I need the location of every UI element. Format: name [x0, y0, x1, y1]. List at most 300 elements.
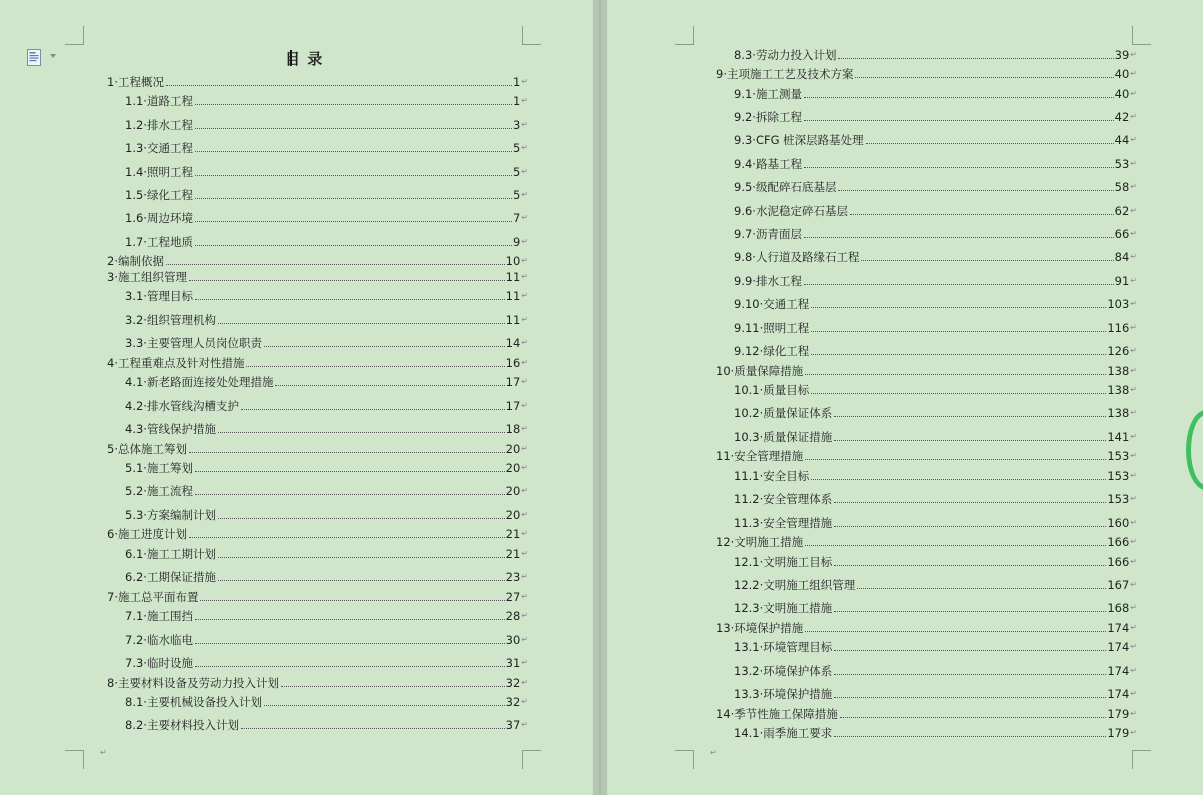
dot-leader — [189, 279, 505, 281]
toc-entry-label: 5.3·方案编制计划 — [125, 508, 216, 522]
toc-entry-page: 40 — [1114, 87, 1130, 101]
toc-entry[interactable] — [734, 469, 1137, 483]
toc-entry-page: 141 — [1107, 430, 1130, 444]
toc-entry-label: 6·施工进度计划 — [107, 527, 187, 541]
toc-entry-label: 8·主要材料设备及劳动力投入计划 — [107, 676, 279, 690]
paragraph-mark: ↵ — [1130, 89, 1137, 98]
toc-entry-page: 166 — [1107, 535, 1130, 549]
crop-mark — [65, 26, 84, 45]
paragraph-mark: ↵ — [521, 463, 528, 472]
dot-leader — [834, 649, 1106, 651]
paragraph-mark: ↵ — [521, 143, 528, 152]
toc-entry-label: 10.2·质量保证体系 — [734, 406, 833, 420]
toc-entry[interactable] — [734, 406, 1137, 420]
toc-entry-label: 9.8·人行道及路缘石工程 — [734, 250, 860, 264]
toc-entry-page: 3 — [512, 118, 521, 132]
toc-entry-page: 30 — [505, 633, 521, 647]
dot-leader — [189, 451, 505, 453]
paragraph-mark: ↵ — [521, 444, 528, 453]
toc-entry[interactable] — [125, 547, 528, 561]
toc-entry-label: 1.4·照明工程 — [125, 165, 193, 179]
toc-entry[interactable] — [734, 250, 1137, 264]
toc-entry[interactable] — [125, 375, 528, 389]
toc-entry-page: 5 — [512, 141, 521, 155]
toc-entry-page: 10 — [505, 254, 521, 268]
toc-entry-label: 9.12·绿化工程 — [734, 344, 810, 358]
dot-leader — [834, 673, 1106, 675]
paragraph-mark: ↵ — [521, 167, 528, 176]
dot-leader — [218, 517, 505, 519]
toc-entry[interactable] — [107, 676, 528, 690]
toc-entry-page: 27 — [505, 590, 521, 604]
paragraph-mark: ↵ — [1130, 408, 1137, 417]
dot-leader — [838, 57, 1113, 59]
toc-entry-label: 12.1·文明施工目标 — [734, 555, 833, 569]
paragraph-mark: ↵ — [521, 424, 528, 433]
toc-entry-page: 153 — [1107, 492, 1130, 506]
paragraph-mark: ↵ — [521, 77, 528, 86]
toc-entry-page: 37 — [505, 718, 521, 732]
paragraph-mark: ↵ — [1130, 642, 1137, 651]
dot-leader — [246, 365, 504, 367]
toc-entry-label: 4·工程重难点及针对性措施 — [107, 356, 245, 370]
toc-entry-page: 5 — [512, 165, 521, 179]
toc-entry-page: 1 — [512, 94, 521, 108]
paragraph-mark: ↵ — [1130, 623, 1137, 632]
dot-leader — [218, 556, 505, 558]
toc-entry-page: 138 — [1107, 406, 1130, 420]
toc-entry[interactable] — [107, 356, 528, 370]
dot-leader — [241, 408, 505, 410]
toc-entry[interactable] — [734, 492, 1137, 506]
paragraph-mark: ↵ — [1130, 580, 1137, 589]
paragraph-mark: ↵ — [1130, 229, 1137, 238]
dot-leader — [838, 189, 1113, 191]
paragraph-mark: ↵ — [521, 658, 528, 667]
dot-leader — [275, 384, 504, 386]
toc-entry-page: 14 — [505, 336, 521, 350]
paragraph-mark: ↵ — [521, 358, 528, 367]
dot-leader — [834, 696, 1106, 698]
toc-entry[interactable] — [734, 204, 1137, 218]
paragraph-mark: ↵ — [1130, 323, 1137, 332]
toc-entry[interactable] — [107, 75, 528, 89]
toc-entry-label: 10.1·质量目标 — [734, 383, 810, 397]
dot-leader — [840, 716, 1107, 718]
toc-entry-page: 32 — [505, 695, 521, 709]
toc-entry-label: 1.2·排水工程 — [125, 118, 193, 132]
toc-entry-label: 9·主项施工工艺及技术方案 — [716, 67, 854, 81]
paragraph-mark: ↵ — [1130, 557, 1137, 566]
paragraph-mark: ↵ — [1130, 689, 1137, 698]
toc-entry-page: 126 — [1107, 344, 1130, 358]
paragraph-mark: ↵ — [1130, 366, 1137, 375]
toc-entry[interactable] — [125, 211, 528, 225]
paragraph-mark: ↵ — [1130, 666, 1137, 675]
toc-entry[interactable] — [107, 442, 528, 456]
toc-entry-label: 9.6·水泥稳定碎石基层 — [734, 204, 848, 218]
toc-entry-page: 66 — [1114, 227, 1130, 241]
dot-leader — [195, 244, 512, 246]
document-layout-icon[interactable] — [27, 49, 41, 66]
toc-entry-label: 13.1·环境管理目标 — [734, 640, 833, 654]
crop-mark — [65, 750, 84, 769]
dot-leader — [811, 353, 1106, 355]
crop-mark — [1132, 750, 1151, 769]
paragraph-mark: ↵ — [521, 510, 528, 519]
dot-leader — [811, 392, 1106, 394]
dot-leader — [805, 630, 1106, 632]
dot-leader — [189, 536, 505, 538]
paragraph-mark: ↵ — [521, 213, 528, 222]
dot-leader — [200, 599, 504, 601]
toc-entry-label: 9.1·施工测量 — [734, 87, 802, 101]
toc-entry-page: 168 — [1107, 601, 1130, 615]
paragraph-mark: ↵ — [521, 549, 528, 558]
dot-leader — [857, 587, 1106, 589]
paragraph-mark: ↵ — [1130, 182, 1137, 191]
toc-entry-label: 10·质量保障措施 — [716, 364, 804, 378]
toc-entry-label: 1.7·工程地质 — [125, 235, 193, 249]
paragraph-mark: ↵ — [521, 190, 528, 199]
dot-leader — [195, 197, 512, 199]
dot-leader — [218, 431, 505, 433]
toc-entry-label: 11·安全管理措施 — [716, 449, 804, 463]
toc-entry-page: 153 — [1107, 469, 1130, 483]
toc-entry[interactable] — [125, 609, 528, 623]
toc-entry[interactable] — [125, 313, 528, 327]
toc-entry-page: 31 — [505, 656, 521, 670]
toc-entry-label: 11.1·安全目标 — [734, 469, 810, 483]
toc-entry[interactable] — [125, 399, 528, 413]
toc-entry-label: 14.1·雨季施工要求 — [734, 726, 833, 740]
toc-entry-label: 6.1·施工工期计划 — [125, 547, 216, 561]
toc-entry-label: 9.7·沥青面层 — [734, 227, 802, 241]
paragraph-mark: ↵ — [521, 272, 528, 281]
toc-entry[interactable] — [107, 527, 528, 541]
toc-entry[interactable] — [125, 165, 528, 179]
toc-entry[interactable] — [716, 364, 1137, 378]
toc-entry[interactable] — [734, 578, 1137, 592]
paragraph-mark: ↵ — [521, 120, 528, 129]
dot-leader — [804, 166, 1114, 168]
toc-entry-label: 9.9·排水工程 — [734, 274, 802, 288]
toc-entry[interactable] — [125, 484, 528, 498]
dot-leader — [218, 579, 505, 581]
dot-leader — [195, 618, 505, 620]
dot-leader — [805, 544, 1106, 546]
toc-entry[interactable] — [734, 227, 1137, 241]
toc-entry-page: 40 — [1114, 67, 1130, 81]
toc-entry[interactable] — [734, 87, 1137, 101]
toc-entry-page: 62 — [1114, 204, 1130, 218]
toc-entry[interactable] — [734, 555, 1137, 569]
toc-entry-label: 8.1·主要机械设备投入计划 — [125, 695, 262, 709]
toc-entry-page: 20 — [505, 484, 521, 498]
dot-leader — [804, 283, 1114, 285]
toc-entry[interactable] — [125, 695, 528, 709]
toc-entry-label: 1.5·绿化工程 — [125, 188, 193, 202]
dot-leader — [834, 610, 1106, 612]
toc-entry[interactable] — [734, 383, 1137, 397]
dot-leader — [195, 103, 512, 105]
toc-entry-page: 103 — [1107, 297, 1130, 311]
toc-entry-page: 11 — [505, 289, 521, 303]
dot-leader — [195, 665, 505, 667]
toc-entry-page: 1 — [512, 75, 521, 89]
dot-leader — [281, 685, 505, 687]
toc-entry[interactable] — [125, 118, 528, 132]
page-divider — [599, 0, 601, 795]
dot-leader — [811, 330, 1106, 332]
dot-leader — [834, 735, 1106, 737]
toc-entry[interactable] — [734, 640, 1137, 654]
toc-entry[interactable] — [734, 726, 1137, 740]
toc-entry-label: 9.5·级配碎石底基层 — [734, 180, 837, 194]
toc-entry-page: 44 — [1114, 133, 1130, 147]
toc-entry-page: 166 — [1107, 555, 1130, 569]
toc-entry-label: 10.3·质量保证措施 — [734, 430, 833, 444]
toc-entry[interactable] — [734, 321, 1137, 335]
paragraph-mark: ↵ — [1130, 159, 1137, 168]
toc-entry-label: 13.2·环境保护体系 — [734, 664, 833, 678]
crop-mark — [675, 750, 694, 769]
toc-entry-page: 174 — [1107, 687, 1130, 701]
toc-entry-page: 21 — [505, 547, 521, 561]
paragraph-mark: ↵ — [521, 572, 528, 581]
paragraph-mark: ↵ — [521, 611, 528, 620]
toc-entry-label: 7.1·施工围挡 — [125, 609, 193, 623]
toc-entry-label: 6.2·工期保证措施 — [125, 570, 216, 584]
toc-entry[interactable] — [734, 516, 1137, 530]
toc-entry-page: 20 — [505, 442, 521, 456]
paragraph-mark: ↵ — [1130, 451, 1137, 460]
toc-entry[interactable] — [734, 157, 1137, 171]
paragraph-mark: ↵ — [1130, 537, 1137, 546]
toc-entry-page: 179 — [1107, 726, 1130, 740]
toc-entry-page: 174 — [1107, 640, 1130, 654]
toc-title: 目 录 — [285, 50, 324, 68]
toc-entry[interactable] — [716, 707, 1137, 721]
toc-entry[interactable] — [734, 133, 1137, 147]
paragraph-mark: ↵ — [1130, 206, 1137, 215]
toc-entry-label: 12.2·文明施工组织管理 — [734, 578, 856, 592]
dot-leader — [195, 220, 512, 222]
dot-leader — [195, 298, 505, 300]
toc-entry[interactable] — [734, 274, 1137, 288]
toc-entry[interactable] — [125, 461, 528, 475]
toc-entry-page: 21 — [505, 527, 521, 541]
toc-entry-page: 84 — [1114, 250, 1130, 264]
toc-entry[interactable] — [107, 254, 528, 268]
toc-entry-label: 3.3·主要管理人员岗位职责 — [125, 336, 262, 350]
toc-entry-label: 1.6·周边环境 — [125, 211, 193, 225]
dot-leader — [861, 259, 1113, 261]
dot-leader — [195, 150, 512, 152]
dot-leader — [804, 96, 1114, 98]
toc-entry-page: 17 — [505, 399, 521, 413]
crop-mark — [1132, 26, 1151, 45]
toc-entry[interactable] — [125, 633, 528, 647]
crop-mark — [522, 750, 541, 769]
toc-entry[interactable] — [734, 180, 1137, 194]
paragraph-mark: ↵ — [1130, 50, 1137, 59]
crop-mark — [675, 26, 694, 45]
toc-entry-page: 5 — [512, 188, 521, 202]
toc-entry[interactable] — [125, 718, 528, 732]
toc-entry[interactable] — [125, 336, 528, 350]
paragraph-mark: ↵ — [1130, 276, 1137, 285]
toc-entry-label: 5·总体施工筹划 — [107, 442, 187, 456]
paragraph-mark: ↵ — [1130, 69, 1137, 78]
toc-entry-label: 14·季节性施工保障措施 — [716, 707, 838, 721]
toc-entry[interactable] — [125, 570, 528, 584]
dot-leader — [264, 345, 505, 347]
toc-entry[interactable] — [125, 508, 528, 522]
toc-entry-page: 23 — [505, 570, 521, 584]
toc-entry-page: 174 — [1107, 621, 1130, 635]
toc-entry-label: 4.1·新老路面连接处处理措施 — [125, 375, 274, 389]
toc-entry-page: 167 — [1107, 578, 1130, 592]
toc-entry-label: 1·工程概况 — [107, 75, 164, 89]
toc-entry[interactable] — [125, 656, 528, 670]
dot-leader — [811, 478, 1106, 480]
dot-leader — [805, 373, 1106, 375]
toc-entry-page: 91 — [1114, 274, 1130, 288]
toc-entry[interactable] — [734, 110, 1137, 124]
paragraph-mark: ↵ — [521, 96, 528, 105]
toc-entry-label: 3.1·管理目标 — [125, 289, 193, 303]
toc-entry[interactable] — [716, 621, 1137, 635]
paragraph-mark: ↵ — [1130, 432, 1137, 441]
document-page-right[interactable] — [607, 0, 1203, 795]
toc-entry-page: 53 — [1114, 157, 1130, 171]
paragraph-mark: ↵ — [521, 256, 528, 265]
toc-entry[interactable] — [734, 664, 1137, 678]
toc-entry-label: 1.1·道路工程 — [125, 94, 193, 108]
toc-entry-page: 11 — [505, 313, 521, 327]
paragraph-mark: ↵ — [1130, 346, 1137, 355]
toc-entry-label: 11.2·安全管理体系 — [734, 492, 833, 506]
toc-entry-label: 8.2·主要材料投入计划 — [125, 718, 239, 732]
toc-entry[interactable] — [716, 535, 1137, 549]
dot-leader — [811, 306, 1106, 308]
dot-leader — [195, 470, 505, 472]
toc-entry[interactable] — [716, 67, 1137, 81]
dot-leader — [834, 564, 1106, 566]
toc-entry[interactable] — [734, 687, 1137, 701]
dot-leader — [834, 501, 1106, 503]
chevron-down-icon[interactable] — [50, 54, 56, 58]
toc-entry-label: 5.1·施工筹划 — [125, 461, 193, 475]
toc-entry-label: 4.2·排水管线沟槽支护 — [125, 399, 239, 413]
paragraph-mark: ↵ — [1130, 112, 1137, 121]
dot-leader — [866, 142, 1114, 144]
paragraph-mark: ↵ — [1130, 518, 1137, 527]
paragraph-mark: ↵ — [521, 401, 528, 410]
toc-entry-label: 8.3·劳动力投入计划 — [734, 48, 837, 62]
toc-entry-label: 7.3·临时设施 — [125, 656, 193, 670]
document-page-left[interactable] — [0, 0, 593, 795]
dot-leader — [834, 415, 1106, 417]
dot-leader — [195, 127, 512, 129]
toc-entry-label: 1.3·交通工程 — [125, 141, 193, 155]
toc-entry-page: 20 — [505, 508, 521, 522]
toc-entry[interactable] — [125, 422, 528, 436]
paragraph-mark: ↵ — [1130, 385, 1137, 394]
dot-leader — [834, 525, 1106, 527]
paragraph-mark: ↵ — [1130, 252, 1137, 261]
paragraph-mark: ↵ — [1130, 728, 1137, 737]
dot-leader — [218, 322, 505, 324]
paragraph-mark: ↵ — [1130, 135, 1137, 144]
toc-entry-label: 9.11·照明工程 — [734, 321, 810, 335]
toc-entry[interactable] — [734, 601, 1137, 615]
dot-leader — [804, 236, 1114, 238]
toc-entry-page: 179 — [1107, 707, 1130, 721]
toc-entry-page: 174 — [1107, 664, 1130, 678]
toc-entry-page: 39 — [1114, 48, 1130, 62]
toc-entry[interactable] — [716, 449, 1137, 463]
toc-entry[interactable] — [107, 590, 528, 604]
toc-entry[interactable] — [734, 344, 1137, 358]
dot-leader — [804, 119, 1114, 121]
toc-entry-page: 11 — [505, 270, 521, 284]
paragraph-mark: ↵ — [521, 486, 528, 495]
dot-leader — [850, 213, 1114, 215]
toc-entry[interactable] — [734, 48, 1137, 62]
paragraph-mark: ↵ — [521, 291, 528, 300]
toc-entry-page: 153 — [1107, 449, 1130, 463]
toc-entry[interactable] — [734, 297, 1137, 311]
dot-leader — [855, 76, 1113, 78]
paragraph-mark: ↵ — [710, 748, 717, 757]
dot-leader — [834, 439, 1106, 441]
toc-entry-page: 32 — [505, 676, 521, 690]
paragraph-mark: ↵ — [521, 697, 528, 706]
toc-entry[interactable] — [125, 141, 528, 155]
dot-leader — [166, 263, 505, 265]
paragraph-mark: ↵ — [100, 748, 107, 757]
toc-entry-label: 4.3·管线保护措施 — [125, 422, 216, 436]
toc-entry[interactable] — [107, 270, 528, 284]
paragraph-mark: ↵ — [1130, 299, 1137, 308]
paragraph-mark: ↵ — [521, 315, 528, 324]
toc-entry-label: 9.10·交通工程 — [734, 297, 810, 311]
toc-entry[interactable] — [734, 430, 1137, 444]
crop-mark — [522, 26, 541, 45]
toc-entry[interactable] — [125, 235, 528, 249]
toc-entry[interactable] — [125, 188, 528, 202]
toc-entry-page: 138 — [1107, 383, 1130, 397]
paragraph-mark: ↵ — [521, 237, 528, 246]
toc-entry-label: 2·编制依据 — [107, 254, 164, 268]
paragraph-mark: ↵ — [521, 377, 528, 386]
toc-entry-label: 11.3·安全管理措施 — [734, 516, 833, 530]
dot-leader — [195, 493, 505, 495]
toc-entry-page: 7 — [512, 211, 521, 225]
toc-entry-page: 18 — [505, 422, 521, 436]
paragraph-mark: ↵ — [521, 720, 528, 729]
paragraph-mark: ↵ — [1130, 603, 1137, 612]
toc-entry-page: 9 — [512, 235, 521, 249]
paragraph-mark: ↵ — [521, 635, 528, 644]
toc-entry-page: 20 — [505, 461, 521, 475]
toc-entry[interactable] — [125, 289, 528, 303]
toc-entry-page: 116 — [1107, 321, 1130, 335]
toc-entry[interactable] — [125, 94, 528, 108]
toc-entry-page: 17 — [505, 375, 521, 389]
